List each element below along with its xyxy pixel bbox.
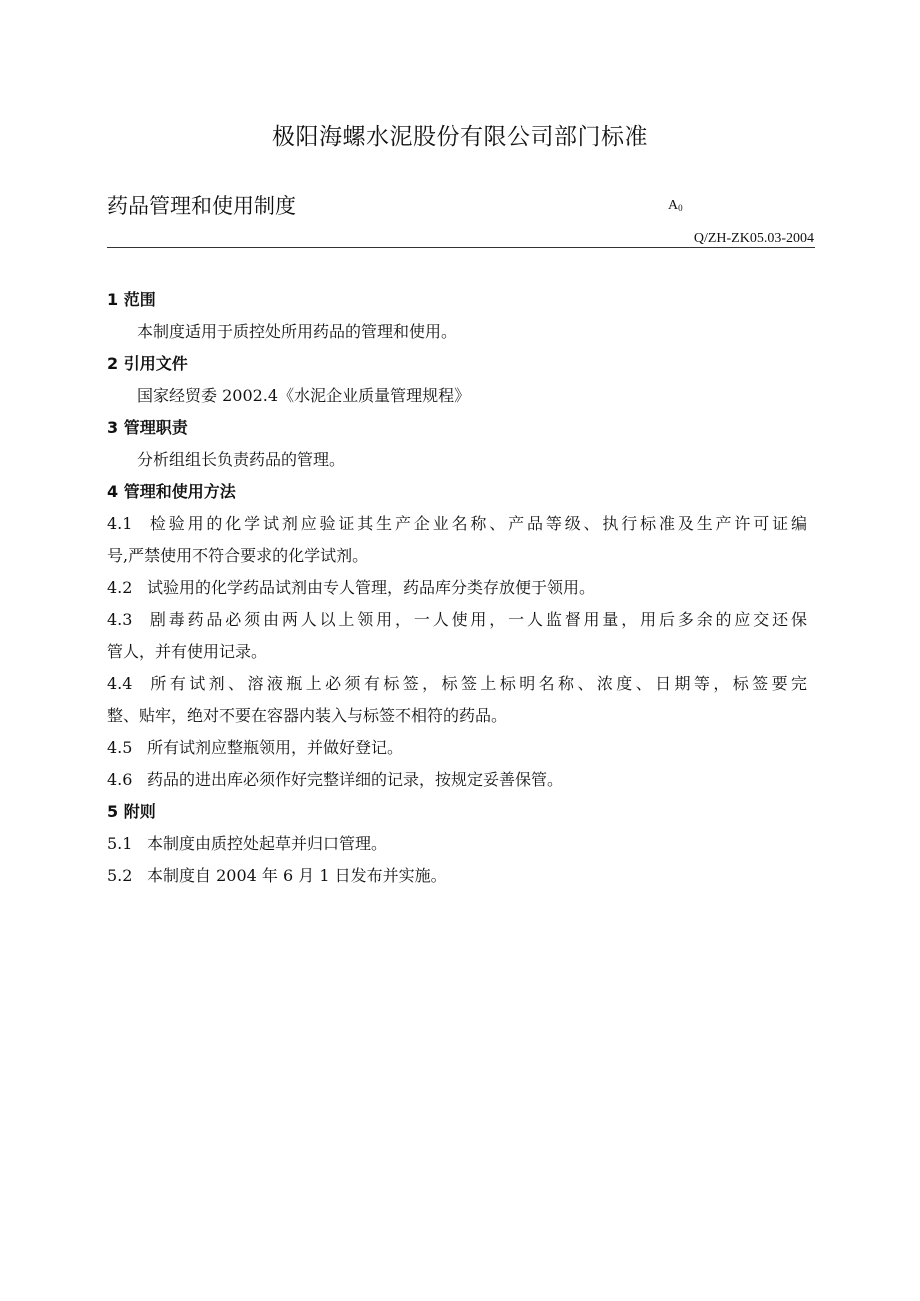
clause-4-4-cont: 整、贴牢，绝对不要在容器内装入与标签不相符的药品。 xyxy=(107,706,508,725)
clause-number: 4.4 xyxy=(107,674,133,693)
section-5-heading: 5 附则 xyxy=(107,802,156,821)
clause-4-3 xyxy=(107,604,807,636)
company-standard-title: 极阳海螺水泥股份有限公司部门标准 xyxy=(272,124,648,150)
clause-4-3-cont: 管人，并有使用记录。 xyxy=(107,642,268,661)
version-sub: 0 xyxy=(678,203,683,213)
section-3-text: 分析组组长负责药品的管理。 xyxy=(137,450,346,469)
clause-number: 5.1 xyxy=(107,834,133,853)
section-1-heading: 1 范围 xyxy=(107,290,156,309)
clause-number: 4.1 xyxy=(107,514,133,533)
header-rule xyxy=(107,247,815,248)
clause-text: 本制度由质控处起草并归口管理。 xyxy=(147,834,388,853)
clause-5-2 xyxy=(107,860,807,892)
document-body xyxy=(107,284,807,892)
clause-number: 4.6 xyxy=(107,770,133,789)
document-title: 药品管理和使用制度 xyxy=(107,194,296,218)
clause-text: 剧毒药品必须由两人以上领用，一人使用，一人监督用量，用后多余的应交还保 xyxy=(147,610,807,629)
clause-text: 试验用的化学药品试剂由专人管理，药品库分类存放便于领用。 xyxy=(147,578,596,597)
clause-4-4 xyxy=(107,668,807,700)
version-label xyxy=(668,198,683,214)
clause-text: 所有试剂、溶液瓶上必须有标签，标签上标明名称、浓度、日期等，标签要完 xyxy=(147,674,807,693)
clause-number: 4.3 xyxy=(107,610,133,629)
clause-text: 本制度自 2004 年 6 月 1 日发布并实施。 xyxy=(147,866,447,885)
section-2-heading: 2 引用文件 xyxy=(107,354,188,373)
clause-text: 检验用的化学试剂应验证其生产企业名称、产品等级、执行标准及生产许可证编 xyxy=(147,514,807,533)
clause-number: 4.5 xyxy=(107,738,133,757)
section-4-heading: 4 管理和使用方法 xyxy=(107,482,236,501)
clause-4-1-cont: 号,严禁使用不符合要求的化学试剂。 xyxy=(107,546,369,565)
clause-4-1 xyxy=(107,508,807,540)
clause-number: 5.2 xyxy=(107,866,133,885)
clause-text: 所有试剂应整瓶领用，并做好登记。 xyxy=(147,738,404,757)
clause-5-1 xyxy=(107,828,807,860)
clause-number: 4.2 xyxy=(107,578,133,597)
document-code: Q/ZH-ZK05.03-2004 xyxy=(693,231,814,246)
clause-4-2 xyxy=(107,572,807,604)
section-2-text: 国家经贸委 2002.4《水泥企业质量管理规程》 xyxy=(137,386,471,405)
clause-text: 药品的进出库必须作好完整详细的记录，按规定妥善保管。 xyxy=(147,770,564,789)
clause-4-6 xyxy=(107,764,807,796)
clause-4-5 xyxy=(107,732,807,764)
section-1-text: 本制度适用于质控处所用药品的管理和使用。 xyxy=(137,322,458,341)
version-letter: A xyxy=(668,198,679,213)
section-3-heading: 3 管理职责 xyxy=(107,418,188,437)
